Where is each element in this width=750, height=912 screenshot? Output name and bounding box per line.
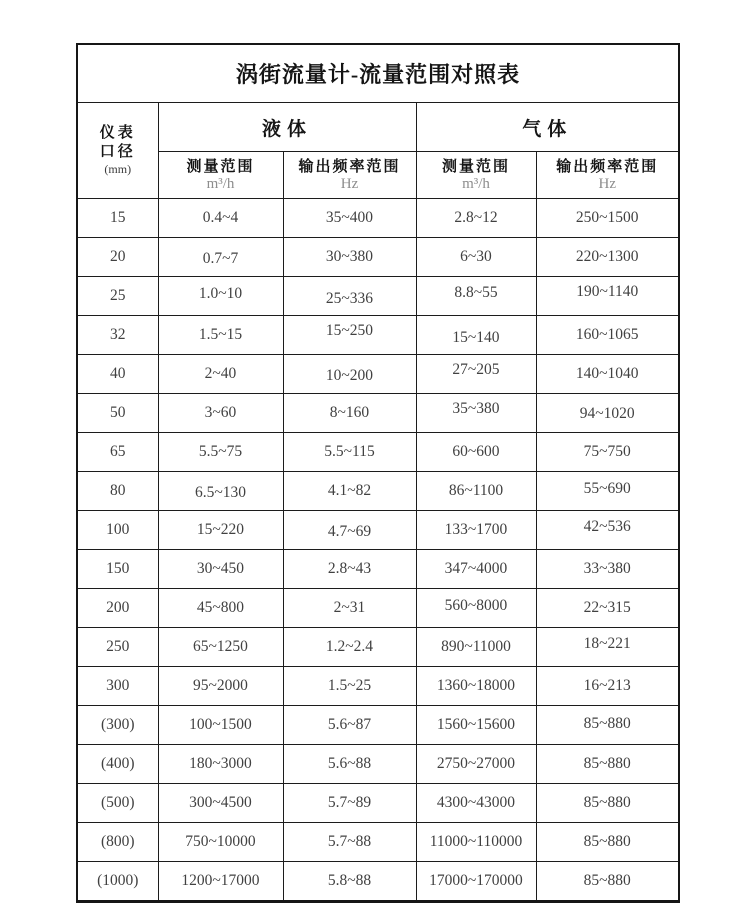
range-value-cell: 5.5~115	[283, 433, 416, 472]
gas-group-header: 气体	[416, 103, 679, 152]
range-value-cell: 35~400	[283, 199, 416, 238]
flow-range-table	[76, 43, 680, 903]
diameter-value-cell: 15	[77, 199, 158, 238]
range-value-cell: 95~2000	[158, 667, 283, 706]
range-value-cell: 86~1100	[416, 472, 536, 511]
range-value-cell: 2.8~43	[283, 550, 416, 589]
table-row	[77, 823, 679, 862]
range-value-cell: 27~205	[416, 355, 536, 394]
table-body	[77, 199, 679, 902]
range-value-cell: 5.7~88	[283, 823, 416, 862]
table-row	[77, 550, 679, 589]
table-row	[77, 394, 679, 433]
table-row	[77, 589, 679, 628]
range-value-cell: 75~750	[536, 433, 679, 472]
range-value-cell: 180~3000	[158, 745, 283, 784]
table-row	[77, 199, 679, 238]
range-value-cell: 5.5~75	[158, 433, 283, 472]
diameter-value-cell: (400)	[77, 745, 158, 784]
range-value-cell: 65~1250	[158, 628, 283, 667]
range-value-cell: 300~4500	[158, 784, 283, 823]
range-value-cell: 15~250	[283, 316, 416, 355]
frequency-range-label: 输出频率范围	[298, 158, 401, 175]
range-value-cell: 10~200	[283, 355, 416, 394]
range-value-cell: 1.0~10	[158, 277, 283, 316]
liquid-measure-range-header	[158, 152, 283, 199]
range-value-cell: 16~213	[536, 667, 679, 706]
title-row	[77, 44, 679, 103]
range-value-cell: 25~336	[283, 277, 416, 316]
diameter-value-cell: 32	[77, 316, 158, 355]
table-row	[77, 628, 679, 667]
range-value-cell: 140~1040	[536, 355, 679, 394]
diameter-header	[77, 103, 158, 199]
range-value-cell: 0.4~4	[158, 199, 283, 238]
diameter-unit-label: (mm)	[104, 162, 132, 176]
range-value-cell: 5.6~88	[283, 745, 416, 784]
diameter-value-cell: 25	[77, 277, 158, 316]
range-value-cell: 190~1140	[536, 277, 679, 316]
range-value-cell: 15~140	[416, 316, 536, 355]
diameter-value-cell: 50	[77, 394, 158, 433]
diameter-value-cell: 40	[77, 355, 158, 394]
range-value-cell: 4.1~82	[283, 472, 416, 511]
range-value-cell: 30~450	[158, 550, 283, 589]
range-value-cell: 22~315	[536, 589, 679, 628]
range-value-cell: 1.2~2.4	[283, 628, 416, 667]
range-value-cell: 85~880	[536, 706, 679, 745]
table-row	[77, 238, 679, 277]
table-row	[77, 511, 679, 550]
diameter-label-line2: 口径	[99, 144, 136, 160]
table-row	[77, 277, 679, 316]
frequency-range-label: 输出频率范围	[556, 158, 659, 175]
range-value-cell: 750~10000	[158, 823, 283, 862]
diameter-value-cell: 65	[77, 433, 158, 472]
range-value-cell: 6~30	[416, 238, 536, 277]
table-row	[77, 472, 679, 511]
liquid-frequency-range-header	[283, 152, 416, 199]
table-row	[77, 706, 679, 745]
measure-range-label: 测量范围	[186, 158, 255, 175]
table-title: 涡街流量计-流量范围对照表	[77, 44, 679, 103]
range-value-cell: 17000~170000	[416, 862, 536, 902]
diameter-label-line1: 仪表	[99, 125, 136, 141]
range-value-cell: 2.8~12	[416, 199, 536, 238]
sub-header-row	[77, 152, 679, 199]
range-value-cell: 4300~43000	[416, 784, 536, 823]
range-value-cell: 347~4000	[416, 550, 536, 589]
diameter-value-cell: (1000)	[77, 862, 158, 902]
range-value-cell: 5.8~88	[283, 862, 416, 902]
diameter-value-cell: 200	[77, 589, 158, 628]
diameter-value-cell: (800)	[77, 823, 158, 862]
range-value-cell: 2~31	[283, 589, 416, 628]
range-value-cell: 0.7~7	[158, 238, 283, 277]
range-value-cell: 85~880	[536, 784, 679, 823]
diameter-value-cell: 250	[77, 628, 158, 667]
range-value-cell: 42~536	[536, 511, 679, 550]
range-value-cell: 1.5~15	[158, 316, 283, 355]
range-value-cell: 133~1700	[416, 511, 536, 550]
frequency-range-unit: Hz	[598, 175, 616, 192]
range-value-cell: 3~60	[158, 394, 283, 433]
range-value-cell: 30~380	[283, 238, 416, 277]
diameter-value-cell: (500)	[77, 784, 158, 823]
range-value-cell: 8.8~55	[416, 277, 536, 316]
range-value-cell: 60~600	[416, 433, 536, 472]
range-value-cell: 1.5~25	[283, 667, 416, 706]
range-value-cell: 35~380	[416, 394, 536, 433]
table-row	[77, 667, 679, 706]
range-value-cell: 8~160	[283, 394, 416, 433]
table-row	[77, 784, 679, 823]
range-value-cell: 4.7~69	[283, 511, 416, 550]
range-value-cell: 15~220	[158, 511, 283, 550]
range-value-cell: 45~800	[158, 589, 283, 628]
group-header-row	[77, 103, 679, 152]
range-value-cell: 160~1065	[536, 316, 679, 355]
table-row	[77, 355, 679, 394]
range-value-cell: 220~1300	[536, 238, 679, 277]
range-value-cell: 560~8000	[416, 589, 536, 628]
diameter-value-cell: 20	[77, 238, 158, 277]
range-value-cell: 85~880	[536, 862, 679, 902]
measure-range-label: 测量范围	[441, 158, 510, 175]
range-value-cell: 1360~18000	[416, 667, 536, 706]
range-value-cell: 18~221	[536, 628, 679, 667]
range-value-cell: 250~1500	[536, 199, 679, 238]
range-value-cell: 55~690	[536, 472, 679, 511]
table-row	[77, 862, 679, 902]
range-value-cell: 85~880	[536, 823, 679, 862]
gas-measure-range-header	[416, 152, 536, 199]
table-row	[77, 433, 679, 472]
range-value-cell: 1200~17000	[158, 862, 283, 902]
liquid-group-header: 液体	[158, 103, 416, 152]
range-value-cell: 890~11000	[416, 628, 536, 667]
range-value-cell: 1560~15600	[416, 706, 536, 745]
range-value-cell: 33~380	[536, 550, 679, 589]
range-value-cell: 2750~27000	[416, 745, 536, 784]
diameter-value-cell: 150	[77, 550, 158, 589]
range-value-cell: 85~880	[536, 745, 679, 784]
diameter-value-cell: 100	[77, 511, 158, 550]
range-value-cell: 94~1020	[536, 394, 679, 433]
table-row	[77, 316, 679, 355]
diameter-value-cell: 80	[77, 472, 158, 511]
range-value-cell: 2~40	[158, 355, 283, 394]
range-value-cell: 5.6~87	[283, 706, 416, 745]
table-head	[77, 44, 679, 199]
diameter-value-cell: 300	[77, 667, 158, 706]
range-value-cell: 5.7~89	[283, 784, 416, 823]
gas-frequency-range-header	[536, 152, 679, 199]
measure-range-unit: m³/h	[206, 175, 235, 192]
frequency-range-unit: Hz	[340, 175, 359, 192]
range-value-cell: 11000~110000	[416, 823, 536, 862]
measure-range-unit: m³/h	[462, 175, 490, 192]
range-value-cell: 100~1500	[158, 706, 283, 745]
diameter-value-cell: (300)	[77, 706, 158, 745]
range-value-cell: 6.5~130	[158, 472, 283, 511]
table-row	[77, 745, 679, 784]
